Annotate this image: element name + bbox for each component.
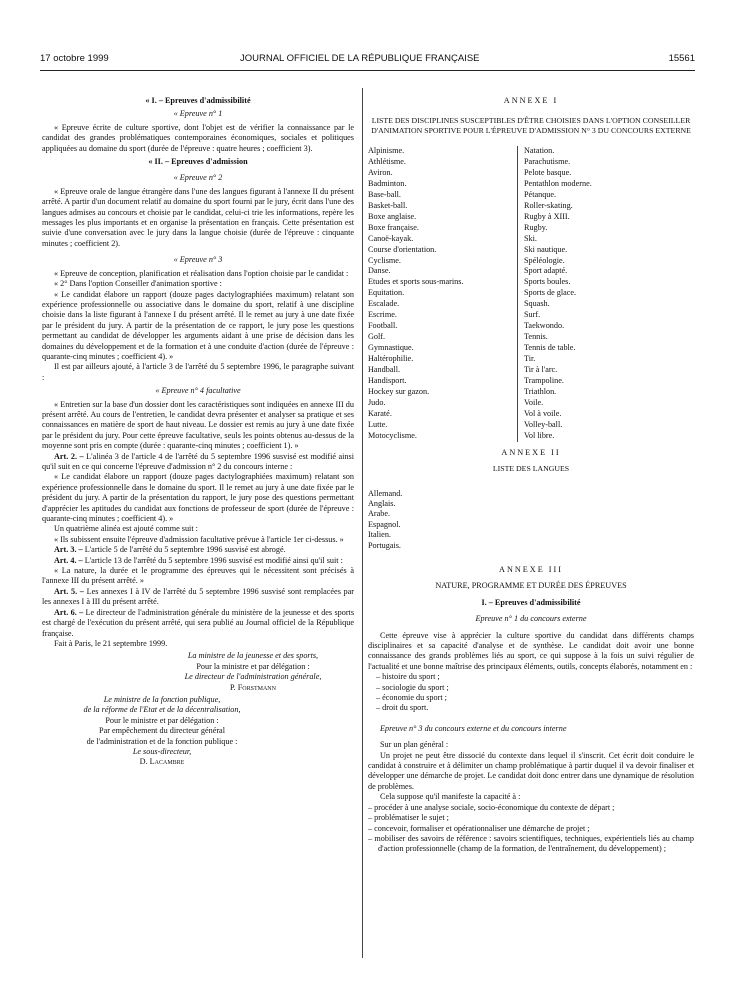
signature-line: Le directeur de l'administration générale, bbox=[184, 672, 322, 682]
discipline-item: Motocyclisme. bbox=[368, 430, 417, 440]
language-item: Allemand. bbox=[368, 488, 403, 498]
section-heading: « II. – Epreuves d'admission bbox=[148, 157, 248, 167]
language-item: Italien. bbox=[368, 530, 391, 540]
discipline-item: Football. bbox=[368, 321, 398, 331]
done-at: Fait à Paris, le 21 septembre 1999. bbox=[54, 638, 168, 648]
article-text: Les annexes I à IV de l'arrêté du 5 septembre 1996 susvisé sont remplacées par les annexes I à III du présent arrêté. bbox=[42, 586, 354, 607]
discipline-item: Roller-skating. bbox=[524, 200, 573, 210]
discipline-item: Squash. bbox=[524, 299, 550, 309]
discipline-item: Basket-ball. bbox=[368, 200, 408, 210]
list-item: – économie du sport ; bbox=[376, 693, 447, 703]
paragraph: Il est par ailleurs ajouté, à l'article 3 de l'arrêté du 5 septembre 1996, le paragraphe suivant : bbox=[42, 362, 354, 382]
discipline-item: Hockey sur gazon. bbox=[368, 386, 430, 396]
discipline-item: Escrime. bbox=[368, 310, 397, 320]
language-item: Arabe. bbox=[368, 509, 391, 519]
article-label: Art. 4. – bbox=[54, 555, 83, 565]
discipline-item: Pentathlon moderne. bbox=[524, 178, 592, 188]
paragraph: Un projet ne peut être dissocié du contexte dans lequel il s'inscrit. Cet écrit doit conduire le candidat à construire et à délimiter un champ problématique à partir duquel il va devoir finaliser et développer une démarche de projet. Le candidat doit donc entrer dans une dynamique de résolution de problèmes. bbox=[368, 750, 694, 791]
discipline-item: Boxe anglaise. bbox=[368, 211, 417, 221]
header-rule bbox=[40, 70, 695, 71]
topic-list bbox=[376, 672, 694, 714]
discipline-item: Tir. bbox=[524, 354, 536, 364]
discipline-item: Boxe française. bbox=[368, 222, 419, 232]
article-text: L'article 13 de l'arrêté du 5 septembre 1996 susvisé est modifié ainsi qu'il suit : bbox=[82, 555, 343, 565]
epreuve-heading: « Epreuve n° 2 bbox=[173, 173, 223, 183]
list-item: – concevoir, formaliser et opérationnaliser une démarche de projet ; bbox=[368, 823, 590, 833]
paragraph: « Le candidat élabore un rapport (douze pages dactylographiées maximum) relatant son expérience professionnelle dans le domaine du sport. Il le remet au jury à une date fixée par le président du jury. A partir de la présentation du rapport, le jury pose des questions permettant d'apprécier les aptitudes du candidat aux fonctions de professeur de sport (durée de l'épreuve : quarante-cinq minutes ; coefficient 4). » bbox=[42, 472, 354, 524]
section-heading: I. – Epreuves d'admissibilité bbox=[481, 597, 581, 607]
discipline-item: Trampoline. bbox=[524, 376, 564, 386]
list-item: – sociologie du sport ; bbox=[376, 682, 449, 692]
epreuve-heading: Epreuve n° 1 du concours externe bbox=[475, 614, 587, 624]
discipline-item: Natation. bbox=[524, 146, 555, 155]
header-page-number: 15561 bbox=[668, 53, 695, 64]
discipline-item: Rugby à XIII. bbox=[524, 211, 570, 221]
discipline-item: Sport adapté. bbox=[524, 266, 568, 276]
disciplines-col-right bbox=[518, 146, 694, 442]
paragraph: Cette épreuve vise à apprécier la culture sportive du candidat dans différents champs disciplinaires et sa capacité d'analyse et de synthèse. Le candidat doit avoir une bonne connaissance des grands problèmes liés au sport, ce qui suppose à la fois un suivi régulier de l'actualité et une bonne maîtrise des principaux éléments, outils, concepts élaborés, notamment en : bbox=[368, 630, 694, 671]
discipline-item: Karaté. bbox=[368, 408, 392, 418]
discipline-item: Vol à voile. bbox=[524, 408, 562, 418]
paragraph: Cela suppose qu'il manifeste la capacité à : bbox=[380, 792, 521, 802]
discipline-item: Equitation. bbox=[368, 288, 405, 298]
paragraph: Sur un plan général : bbox=[380, 740, 449, 750]
discipline-item: Base-ball. bbox=[368, 189, 401, 199]
paragraph: « Epreuve de conception, planification et réalisation dans l'option choisie par le candidat : bbox=[54, 268, 349, 278]
list-item: – mobiliser des savoirs de référence : savoirs scientifiques, techniques, expérientiels liés au champ d'action professionnelle (champ de la formation, de l'entraînement, du développement) ; bbox=[368, 833, 694, 854]
capacity-list bbox=[368, 803, 694, 855]
paragraph: « Epreuve orale de langue étrangère dans l'une des langues figurant à l'annexe II du présent arrêté. A partir d'un document relatif au domaine du sport fourni par le jury, écrit dans l'une des langues admises au concours et choisie par le candidat, celui-ci trie les informations, repère les messages les plus importants et en organise la présentation en français. Cette présentation est suivie d'une conversation avec le jury dans la langue choisie (durée de l'épreuve : cinquante minutes ; coefficient 2). bbox=[42, 186, 354, 248]
discipline-item: Badminton. bbox=[368, 178, 407, 188]
discipline-item: Canoë-kayak. bbox=[368, 233, 414, 243]
page-header bbox=[40, 53, 695, 67]
discipline-item: Gymnastique. bbox=[368, 343, 414, 353]
paragraph: « Le candidat élabore un rapport (douze pages dactylographiées maximum) relatant son expérience professionnelle ou associative dans le domaine du sport, relatif à une discipline choisie dans la liste figurant à l'annexe I du présent arrêté. Il le remet au jury à une date fixée par le président du jury. A partir de la présentation de ce rapport, le jury pose les questions permettant au candidat de développer les arguments aidant à une prise de décision dans les domaines du développement et de la formation et à une conduite d'action (durée de l'épreuve : quarante-cinq minutes ; coefficient 4). » bbox=[42, 289, 354, 361]
annex-title: ANNEXE III bbox=[499, 564, 563, 574]
signature-line: de l'administration et de la fonction publique : bbox=[86, 736, 238, 746]
discipline-item: Sports boules. bbox=[524, 277, 571, 287]
section-heading: « I. – Epreuves d'admissibilité bbox=[145, 96, 251, 105]
article-label: Art. 3. – bbox=[54, 545, 83, 555]
discipline-item: Haltérophilie. bbox=[368, 354, 414, 364]
discipline-item: Cyclisme. bbox=[368, 255, 401, 265]
epreuve-heading: « Epreuve n° 1 bbox=[173, 109, 223, 119]
paragraph: « La nature, la durée et le programme des épreuves qui le nécessitent sont précisés à l'annexe III du présent arrêté. » bbox=[42, 566, 354, 586]
signature-block-2 bbox=[52, 695, 272, 768]
epreuve-heading: Epreuve n° 3 du concours externe et du concours interne bbox=[380, 723, 567, 733]
paragraph: « Ils subissent ensuite l'épreuve d'admission facultative prévue à l'article 1er ci-dessus. » bbox=[54, 534, 344, 544]
list-item: – histoire du sport ; bbox=[376, 672, 440, 682]
signatory-name: D. Lacambre bbox=[139, 757, 185, 767]
article-label: Art. 6. – bbox=[54, 607, 84, 617]
discipline-item: Surf. bbox=[524, 310, 541, 320]
article-4 bbox=[42, 556, 354, 566]
article-2 bbox=[42, 452, 354, 473]
article-text: L'article 5 de l'arrêté du 5 septembre 1996 susvisé est abrogé. bbox=[82, 545, 286, 555]
discipline-item: Ski nautique. bbox=[524, 244, 568, 254]
discipline-item: Ski. bbox=[524, 233, 537, 243]
disciplines-col-left bbox=[368, 146, 518, 442]
discipline-item: Spéléologie. bbox=[524, 255, 565, 265]
discipline-item: Tir à l'arc. bbox=[524, 365, 558, 375]
article-3 bbox=[42, 545, 354, 555]
signature-block-1 bbox=[152, 651, 354, 693]
left-column bbox=[42, 96, 354, 768]
discipline-item: Danse. bbox=[368, 266, 391, 276]
discipline-item: Lutte. bbox=[368, 419, 388, 429]
epreuve-heading: « Epreuve n° 3 bbox=[173, 255, 223, 265]
signature-line: Pour la ministre et par délégation : bbox=[196, 661, 310, 671]
discipline-item: Voile. bbox=[524, 397, 544, 407]
discipline-item: Course d'orientation. bbox=[368, 244, 437, 254]
signature-line: Par empêchement du directeur général bbox=[99, 726, 225, 736]
annex-title: ANNEXE II bbox=[501, 447, 561, 457]
article-label: Art. 5. – bbox=[54, 586, 84, 596]
header-title: JOURNAL OFFICIEL DE LA RÉPUBLIQUE FRANÇAISE bbox=[240, 53, 480, 64]
discipline-item: Escalade. bbox=[368, 299, 400, 309]
discipline-item: Handisport. bbox=[368, 376, 407, 386]
article-text: Le directeur de l'administration générale du ministère de la jeunesse et des sports est chargé de l'exécution du présent arrêté, qui sera publié au Journal officiel de la République française. bbox=[42, 607, 355, 638]
discipline-item: Alpinisme. bbox=[368, 146, 405, 155]
discipline-item: Judo. bbox=[368, 397, 386, 407]
discipline-item: Tennis. bbox=[524, 332, 548, 342]
annex-subtitle: LISTE DES LANGUES bbox=[492, 464, 570, 474]
discipline-item: Volley-ball. bbox=[524, 419, 563, 429]
discipline-item: Athlétisme. bbox=[368, 156, 406, 166]
annex-subtitle: LISTE DES DISCIPLINES SUSCEPTIBLES D'ÊTRE CHOISIES DANS L'OPTION CONSEILLER D'ANIMATION SPORTIVE POUR L'ÉPREUVE D'ADMISSION N° 3 DU CONCOURS EXTERNE bbox=[371, 116, 691, 136]
article-6 bbox=[42, 608, 354, 639]
signature-line: La ministre de la jeunesse et des sports, bbox=[187, 651, 319, 661]
header-date: 17 octobre 1999 bbox=[40, 53, 109, 64]
language-item: Anglais. bbox=[368, 498, 396, 508]
discipline-item: Rugby. bbox=[524, 222, 548, 232]
discipline-item: Vol libre. bbox=[524, 430, 555, 440]
paragraph: Un quatrième alinéa est ajouté comme suit : bbox=[54, 524, 198, 534]
discipline-item: Triathlon. bbox=[524, 386, 557, 396]
discipline-item: Etudes et sports sous-marins. bbox=[368, 277, 464, 287]
annex-subtitle: NATURE, PROGRAMME ET DURÉE DES ÉPREUVES bbox=[435, 581, 627, 591]
discipline-item: Aviron. bbox=[368, 167, 393, 177]
paragraph: « 2° Dans l'option Conseiller d'animation sportive : bbox=[54, 279, 222, 289]
annex-title: ANNEXE I bbox=[503, 96, 559, 105]
discipline-item: Sports de glace. bbox=[524, 288, 577, 298]
signatory-name: P. Forstmann bbox=[230, 682, 276, 692]
paragraph: « Epreuve écrite de culture sportive, dont l'objet est de vérifier la connaissance par le candidat des grandes problématiques contemporaines économiques, sociales et politiques appliquées au domaine du sport (durée de l'épreuve : quatre heures ; coefficient 3). bbox=[42, 122, 354, 153]
discipline-item: Taekwondo. bbox=[524, 321, 565, 331]
signature-line: de la réforme de l'Etat et de la décentralisation, bbox=[83, 705, 241, 715]
signature-line: Le sous-directeur, bbox=[132, 746, 192, 756]
disciplines-table bbox=[368, 146, 694, 442]
column-divider bbox=[362, 88, 363, 958]
list-item: – droit du sport. bbox=[376, 703, 429, 713]
article-5 bbox=[42, 587, 354, 608]
signature-line: Le ministre de la fonction publique, bbox=[103, 694, 221, 704]
signature-line: Pour le ministre et par délégation : bbox=[105, 715, 219, 725]
languages-list bbox=[368, 489, 694, 551]
list-item: – problématiser le sujet ; bbox=[368, 813, 449, 823]
discipline-item: Handball. bbox=[368, 365, 401, 375]
right-column bbox=[368, 96, 694, 855]
list-item: – procéder à une analyse sociale, socio-économique du contexte de départ ; bbox=[368, 802, 615, 812]
discipline-item: Golf. bbox=[368, 332, 386, 342]
discipline-item: Parachutisme. bbox=[524, 156, 571, 166]
discipline-item: Pétanque. bbox=[524, 189, 557, 199]
discipline-item: Pelote basque. bbox=[524, 167, 572, 177]
epreuve-heading: « Epreuve n° 4 facultative bbox=[155, 386, 241, 396]
paragraph: « Entretien sur la base d'un dossier dont les caractéristiques sont indiquées en annexe III du présent arrêté. Au cours de l'entretien, le candidat devra présenter et analyser sa pratique et ses connaissances en matière de sport de haut niveau. Le dossier est remis au jury à une date fixée par le président du jury. Pour cette épreuve facultative, seuls les points obtenus au-dessus de la moyenne sont pris en compte (durée : quarante-cinq minutes ; coefficient 1). » bbox=[42, 399, 354, 451]
language-item: Espagnol. bbox=[368, 519, 401, 529]
article-text: L'alinéa 3 de l'article 4 de l'arrêté du 5 septembre 1996 susvisé est modifié ainsi qu'il suit en ce qui concerne l'épreuve d'admission n° 2 du concours interne : bbox=[42, 451, 354, 471]
discipline-item: Tennis de table. bbox=[524, 343, 576, 353]
article-label: Art. 2. – bbox=[54, 451, 84, 461]
language-item: Portugais. bbox=[368, 540, 401, 550]
